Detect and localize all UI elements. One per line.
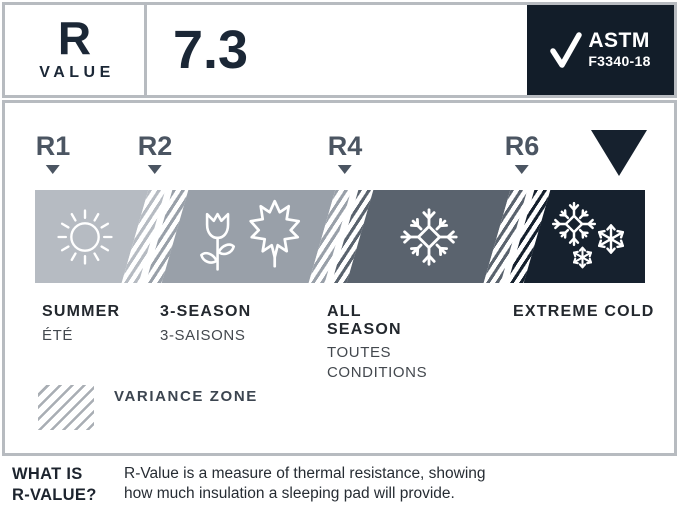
value-word: VALUE bbox=[39, 63, 115, 81]
variance-zone-label: VARIANCE ZONE bbox=[114, 388, 258, 405]
r-value-explanation bbox=[12, 464, 486, 507]
marker-r4-label: R4 bbox=[327, 131, 363, 161]
snowflake-small-icon bbox=[571, 246, 594, 269]
label-extreme-cold bbox=[513, 303, 655, 321]
snowflake-small-icon bbox=[595, 223, 627, 255]
label-three-season bbox=[160, 303, 251, 345]
variance-zone-legend bbox=[38, 385, 258, 430]
hatched-swatch bbox=[38, 385, 94, 430]
checkmark-icon bbox=[550, 32, 582, 69]
what-is-line: WHAT IS bbox=[12, 465, 83, 483]
label-three-season-en: 3-SEASON bbox=[160, 303, 252, 320]
marker-r2 bbox=[138, 133, 173, 174]
sun-icon bbox=[54, 206, 116, 268]
r-value-header bbox=[2, 2, 677, 98]
r-value-scale-panel bbox=[2, 100, 677, 456]
marker-r1 bbox=[36, 133, 71, 174]
r-value-number: 7.3 bbox=[173, 20, 249, 80]
tulip-and-maple-leaf-icon bbox=[191, 197, 307, 277]
marker-triangle-icon bbox=[148, 165, 162, 174]
r-value-description bbox=[124, 464, 486, 507]
segment-three-season bbox=[162, 190, 336, 283]
marker-r6 bbox=[505, 133, 540, 174]
marker-r2-label: R2 bbox=[137, 131, 173, 161]
astm-standard: ASTM bbox=[588, 29, 650, 53]
label-three-season-fr: 3-SAISONS bbox=[160, 326, 246, 344]
label-extreme-cold-en: EXTREME COLD bbox=[513, 303, 655, 320]
label-all-season-fr: TOUTES CONDITIONS bbox=[327, 344, 428, 381]
marker-r1-label: R1 bbox=[35, 131, 71, 161]
marker-triangle-icon bbox=[338, 165, 352, 174]
label-summer-fr: ÉTÉ bbox=[42, 326, 73, 344]
marker-r4 bbox=[328, 133, 363, 174]
segment-extreme-cold bbox=[524, 190, 645, 283]
marker-triangle-icon bbox=[46, 165, 60, 174]
snowflakes-icon bbox=[551, 201, 597, 247]
astm-spec: F3340-18 bbox=[588, 53, 651, 70]
segment-all-season bbox=[347, 190, 511, 283]
r-value-scale-bar bbox=[35, 190, 645, 283]
r-value-logo bbox=[5, 5, 147, 95]
description-line-1: R-Value is a measure of thermal resistance, showing bbox=[124, 465, 486, 482]
label-summer bbox=[42, 303, 120, 345]
description-line-2: how much insulation a sleeping pad will provide. bbox=[124, 485, 455, 503]
label-summer-en: SUMMER bbox=[42, 303, 121, 320]
label-all-season bbox=[327, 303, 439, 382]
astm-badge bbox=[527, 5, 674, 95]
marker-triangle-icon bbox=[515, 165, 529, 174]
what-is-r-value-heading bbox=[12, 464, 109, 507]
r-value-line: R-VALUE? bbox=[12, 486, 97, 505]
indicator-triangle-icon bbox=[591, 130, 647, 176]
r-letter: R bbox=[57, 12, 92, 65]
marker-r6-label: R6 bbox=[504, 131, 540, 161]
label-all-season-en: ALL SEASON bbox=[327, 303, 402, 338]
snowflake-icon bbox=[399, 207, 459, 267]
